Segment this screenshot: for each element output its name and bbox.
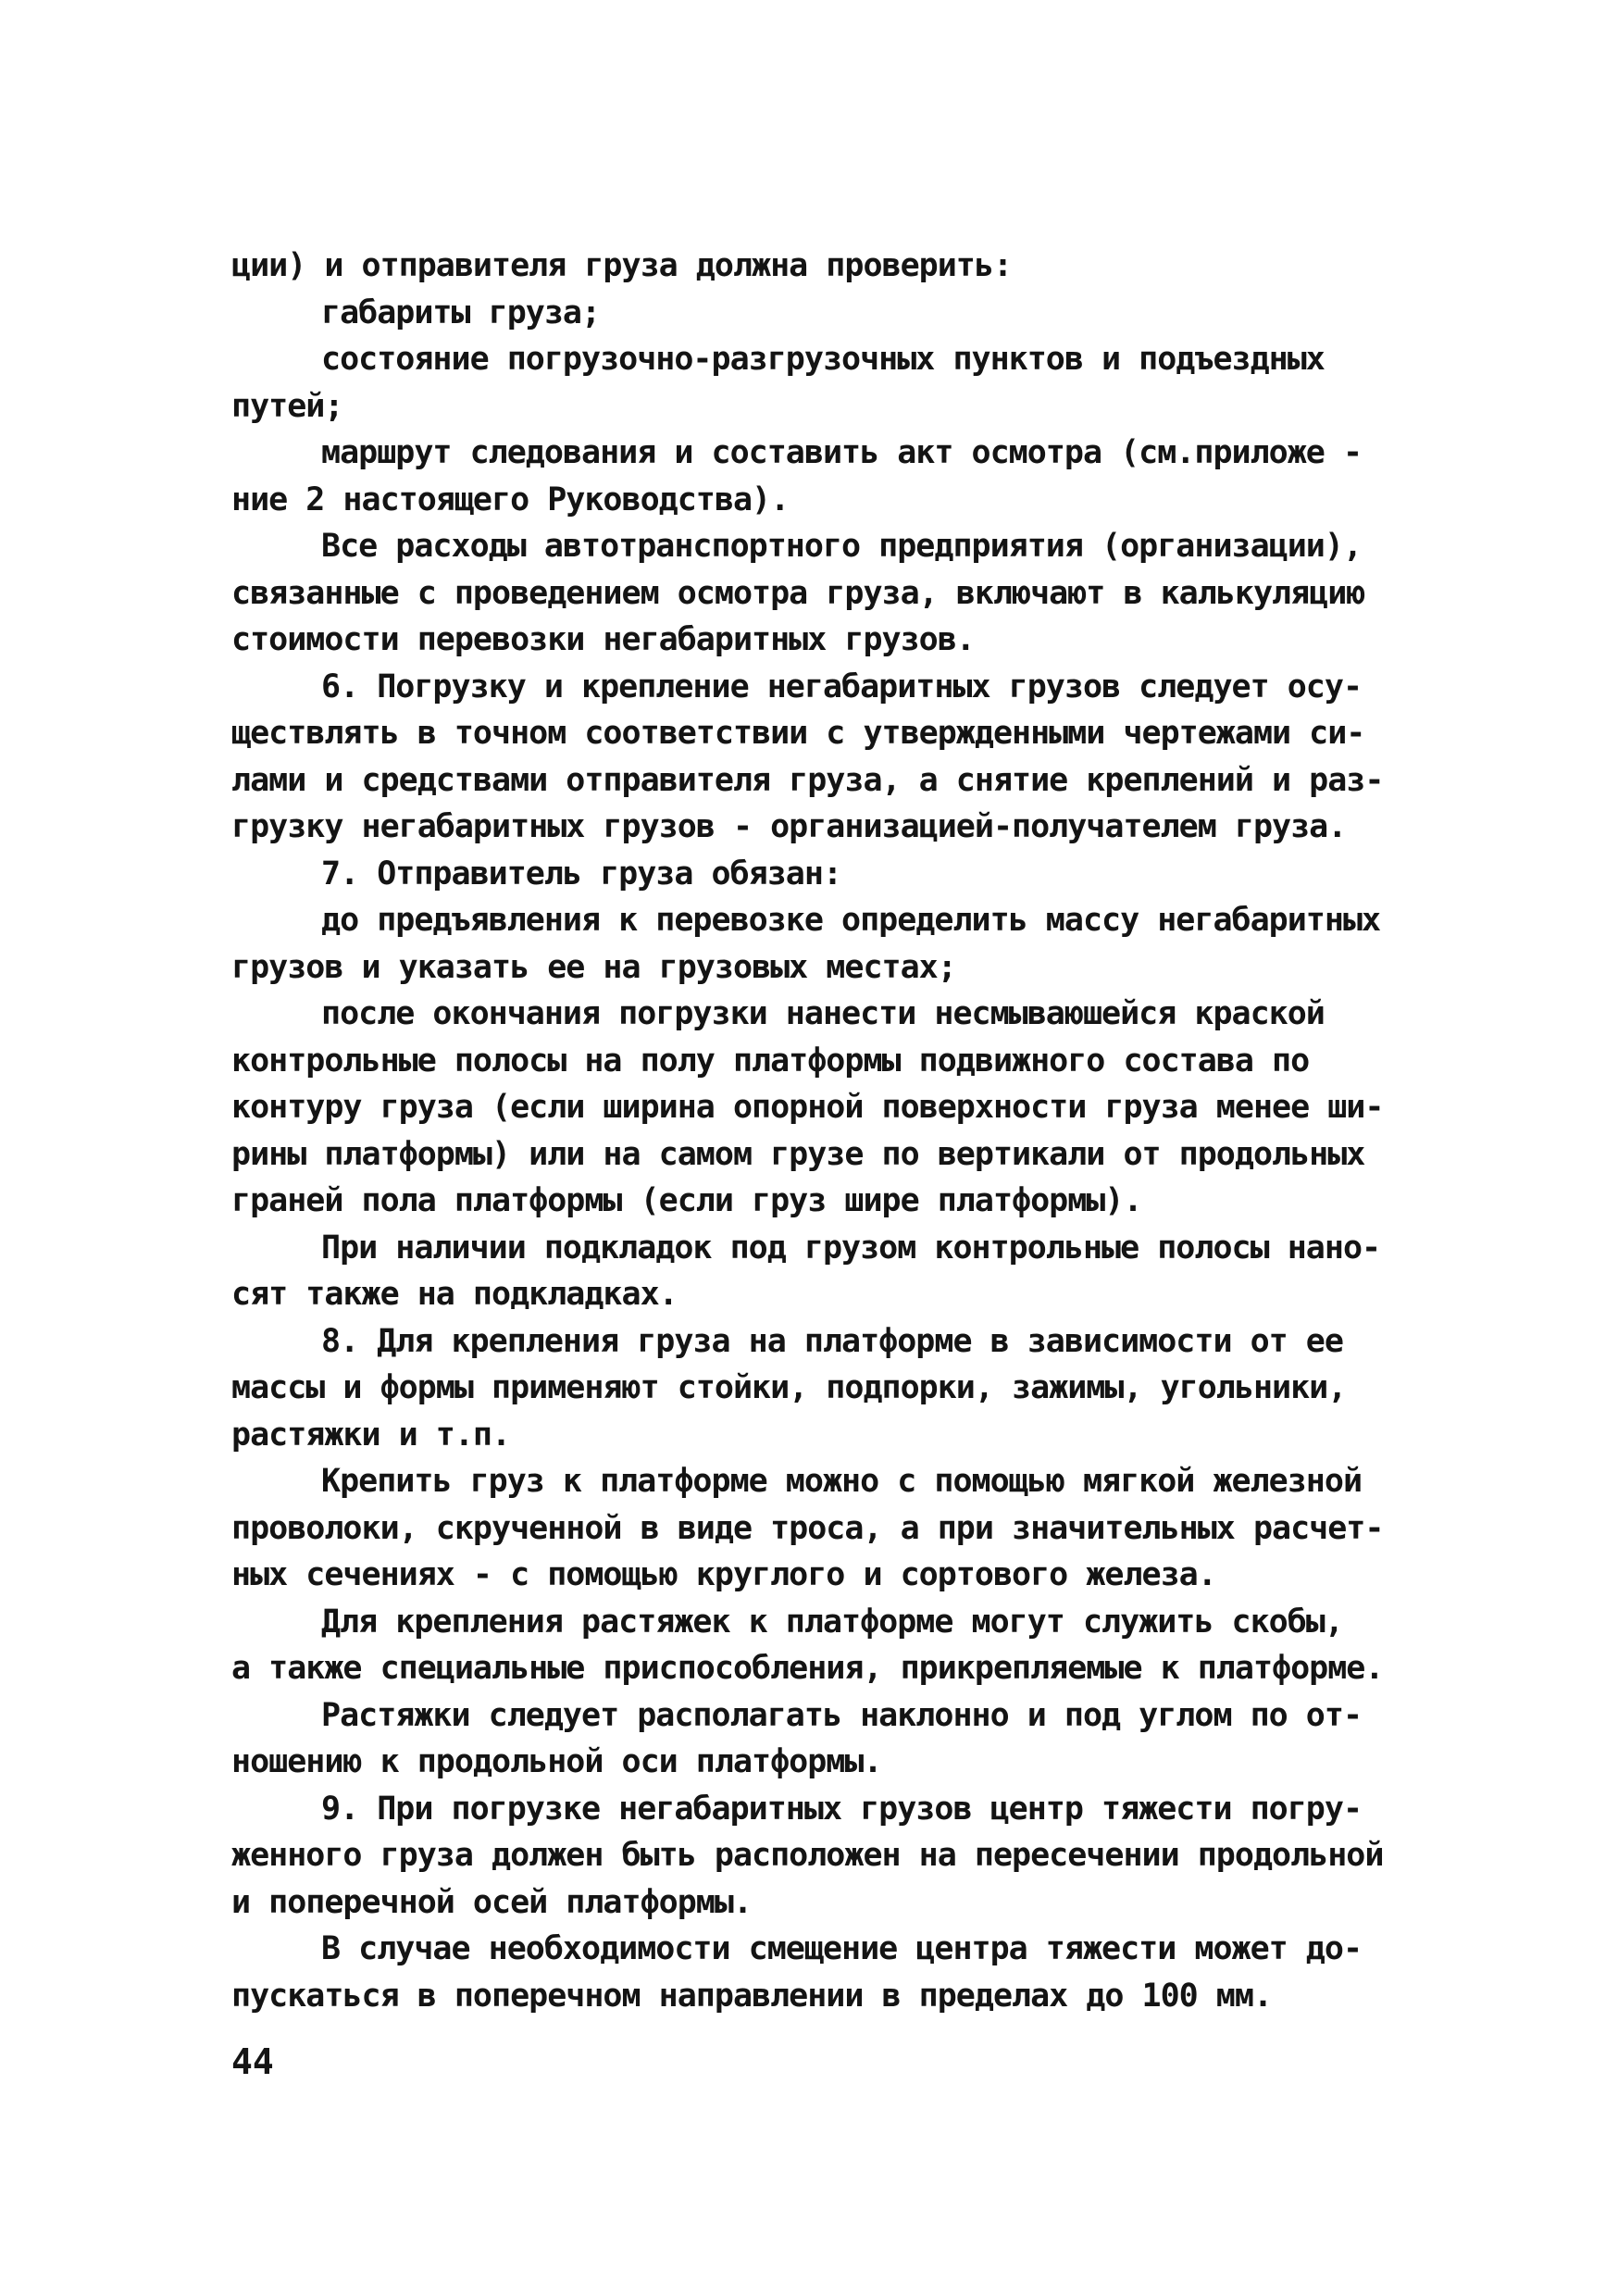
body-text bbox=[231, 243, 1398, 2019]
text-line: стоимости перевозки негабаритных грузов. bbox=[231, 621, 975, 658]
text-line: контуру груза (если ширина опорной поверхности груза менее ши- bbox=[231, 1089, 1384, 1126]
text-line: путей; bbox=[231, 387, 343, 425]
text-line: 8. Для крепления груза на платформе в зависимости от ее bbox=[321, 1322, 1343, 1360]
text-line: ных сечениях - с помощью круглого и сортового железа. bbox=[231, 1556, 1216, 1593]
text-line: растяжки и т.п. bbox=[231, 1416, 511, 1454]
text-line: 7. Отправитель груза обязан: bbox=[321, 855, 842, 892]
text-line: связанные с проведением осмотра груза, включают в калькуляцию bbox=[231, 574, 1365, 612]
text-line: Растяжки следует располагать наклонно и под углом по от- bbox=[321, 1696, 1363, 1734]
text-line: Крепить груз к платформе можно с помощью мягкой железной bbox=[321, 1463, 1363, 1500]
text-line: лами и средствами отправителя груза, а снятие креплений и раз- bbox=[231, 761, 1384, 799]
text-line: проволоки, скрученной в виде троса, а при значительных расчет- bbox=[231, 1509, 1384, 1547]
text-line: пускаться в поперечном направлении в пределах до 100 мм. bbox=[231, 1977, 1273, 2015]
text-line: Все расходы автотранспортного предприятия (организации), bbox=[321, 528, 1363, 565]
text-line: рины платформы) или на самом грузе по вертикали от продольных bbox=[231, 1135, 1365, 1173]
text-line: женного груза должен быть расположен на пересечении продольной bbox=[231, 1837, 1384, 1874]
text-line: массы и формы применяют стойки, подпорки, зажимы, угольники, bbox=[231, 1369, 1347, 1406]
text-line: до предъявления к перевозке определить массу негабаритных bbox=[321, 902, 1381, 939]
text-line: ношению к продольной оси платформы. bbox=[231, 1743, 882, 1780]
text-line: габариты груза; bbox=[321, 293, 601, 331]
text-line: граней пола платформы (если груз шире платформы). bbox=[231, 1182, 1142, 1219]
text-line: контрольные полосы на полу платформы подвижного состава по bbox=[231, 1042, 1310, 1079]
text-line: сят также на подкладках. bbox=[231, 1276, 678, 1313]
text-line: При наличии подкладок под грузом контрольные полосы нано- bbox=[321, 1229, 1381, 1267]
text-line: ние 2 настоящего Руководства). bbox=[231, 480, 790, 518]
text-line: и поперечной осей платформы. bbox=[231, 1883, 753, 1921]
text-line: грузов и указать ее на грузовых местах; bbox=[231, 948, 956, 986]
text-line: состояние погрузочно-разгрузочных пунктов и подъездных bbox=[321, 341, 1325, 378]
text-line: 6. Погрузку и крепление негабаритных грузов следует осу- bbox=[321, 668, 1363, 705]
text-line: В случае необходимости смещение центра тяжести может до- bbox=[321, 1930, 1363, 1967]
text-line: после окончания погрузки нанести несмываюшейся краской bbox=[321, 995, 1325, 1032]
text-line: ществлять в точном соответствии с утвержденными чертежами си- bbox=[231, 715, 1365, 752]
text-line: ции) и отправителя груза должна проверить: bbox=[231, 247, 1013, 284]
page-number: 44 bbox=[231, 2041, 274, 2082]
text-line: а также специальные приспособления, прикрепляемые к платформе. bbox=[231, 1650, 1384, 1687]
text-line: грузку негабаритных грузов - организацией-получателем груза. bbox=[231, 808, 1347, 845]
text-line: Для крепления растяжек к платформе могут служить скобы, bbox=[321, 1603, 1343, 1641]
text-line: 9. При погрузке негабаритных грузов центр тяжести погру- bbox=[321, 1790, 1363, 1828]
text-line: маршрут следования и составить акт осмотра (см.приложе - bbox=[321, 434, 1363, 471]
